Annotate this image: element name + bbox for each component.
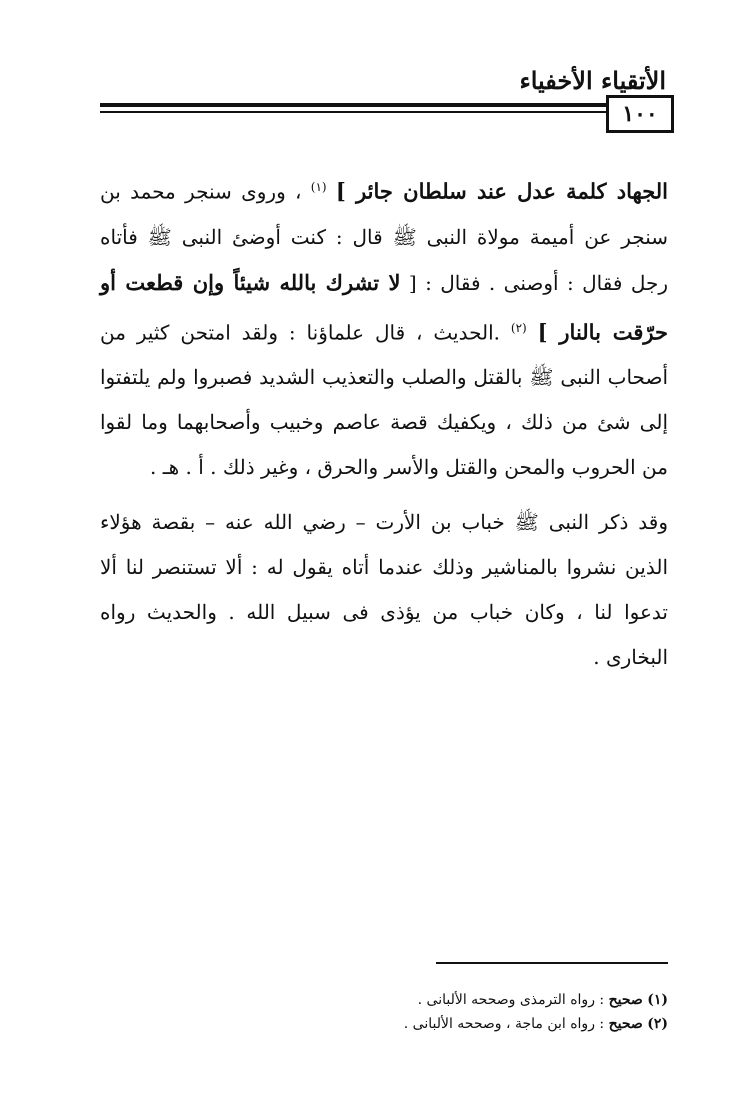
hadith-quote-2: لا تشرك بالله شيئاً وإن قطعت أو حرّقت بالنار ] <box>100 269 668 345</box>
footnote-1-label: صحيح <box>608 992 643 1008</box>
footnote-1 <box>404 988 668 1012</box>
paragraph-1-text-b: .الحديث ، قال علماؤنا : ولقد امتحن كثير من أصحاب النبى ﷺ بالقتل والصلب والتعذيب الشديد فصبروا ولم يلتفتوا إلى شئ من ذلك ، ويكفيك قصة عاصم وخبيب وأصحابهما وما لقوا من الحروب والمحن والقتل والأسر والحرق ، وغير ذلك . أ . هـ . <box>100 320 668 480</box>
page-number: ١٠٠ <box>606 95 674 133</box>
footnote-ref-2: (٢) <box>510 320 527 335</box>
paragraph-1-text-a: ، وروى سنجر محمد بن سنجر عن أميمة مولاة النبى ﷺ قال : كنت أوضئ النبى ﷺ فأتاه رجل فقال : أوصنى . فقال : [ <box>100 179 668 295</box>
footnotes <box>404 988 668 1036</box>
footnote-2-label: صحيح <box>608 1016 643 1032</box>
header-rule-thick <box>100 103 666 107</box>
hadith-quote-1: الجهاد كلمة عدل عند سلطان جائر ] <box>335 178 669 204</box>
main-text <box>100 165 668 680</box>
paragraph-2: وقد ذكر النبى ﷺ خباب بن الأرت – رضي الله عنه – بقصة هؤلاء الذين نشروا بالمناشير وذلك عندما أتاه يقول له : ألا تستنصر لنا ألا تدعوا لنا ، وكان خباب من يؤذى فى سبيل الله . والحديث رواه البخارى . <box>100 510 668 670</box>
footnote-separator <box>436 962 668 964</box>
running-header-title: الأتقياء الأخفياء <box>519 66 666 95</box>
footnote-2-text: : رواه ابن ماجة ، وصححه الألبانى . <box>403 1016 605 1032</box>
header-rule-thin <box>100 111 666 113</box>
footnote-ref-1: (١) <box>310 180 327 194</box>
paragraph-1 <box>100 165 668 490</box>
footnote-2-number: (٢) <box>647 1016 668 1032</box>
footnote-2 <box>404 1012 668 1036</box>
footnote-1-number: (١) <box>647 992 668 1008</box>
footnote-1-text: : رواه الترمذى وصححه الألبانى . <box>417 992 605 1008</box>
